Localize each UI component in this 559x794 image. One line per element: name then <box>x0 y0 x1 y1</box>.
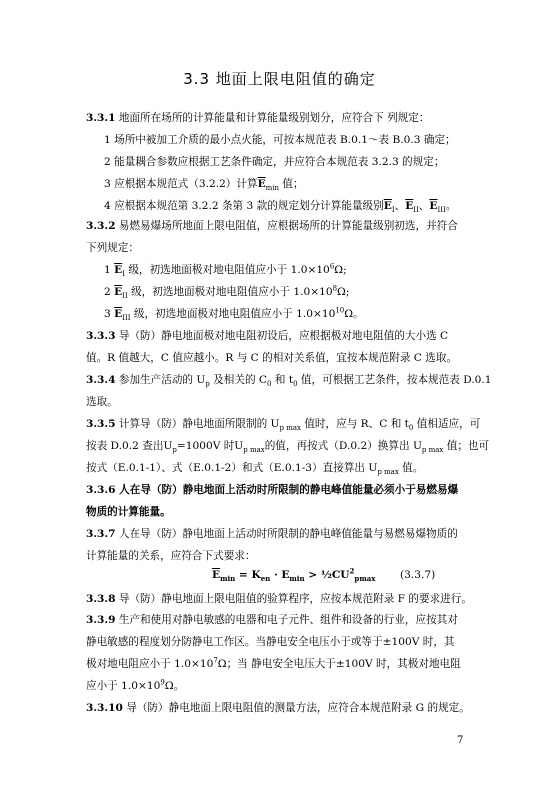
clause-number: 3.3.4 <box>86 374 116 386</box>
clause-3-3-2-item-1: 1 $\overline{E}_I$ 级，初选地面极对地电阻值应小于 $1.0\times 10^6\Omega$; <box>104 262 347 279</box>
clause-text-line: 极对地电阻应小于 $1.0\times 10^7\Omega$；当 静电安全电压大于±100V 时，其极对地电阻 <box>86 656 461 670</box>
clause-text-line: 静电敏感的程度划分防静电工作区。当静电安全电压小于或等于±100V 时，其 <box>86 636 455 648</box>
clause-3-3-9: 3.3.9 生产和使用对静电敏感的电器和电子元件、组件和设备的行业，应按其对 <box>86 614 458 626</box>
clause-text-line: 物质的计算能量。 <box>86 506 171 518</box>
clause-number: 3.3.8 <box>86 593 116 605</box>
clause-text: 地面所在场所的计算能量和计算能量级别划分，应符合下 列规定： <box>115 112 430 124</box>
clause-number: 3.3.9 <box>86 614 116 626</box>
clause-3-3-2-item-3: 3 $\overline{E}_{III}$ 级，初选地面极对地电阻值应小于 $1.0\times 10^{10}\Omega$。 <box>104 306 364 323</box>
clause-number: 3.3.10 <box>86 702 123 714</box>
clause-text-line: 下列规定： <box>86 242 139 254</box>
formula-3-3-7: $\overline{E}_{min} = K_{en} \cdot E_{min}$ > $\frac{1}{2}CU^2_{pmax}$ <box>212 566 376 584</box>
clause-text-line: 按表 D.0.2 查出$U_p=1000V$ 时$U_{p max}$的值，再按式（D.0.2）换算出 $U_{p max}$ 值；也可 <box>86 440 490 455</box>
clause-3-3-1-item-3: 3 应根据本规范式（3.2.2）计算$\overline{E}_{min}$ 值； <box>104 178 304 193</box>
clause-3-3-2: 3.3.2 易燃易爆场所地面上限电阻值，应根据场所的计算能量级别初选，并符合 <box>86 220 458 232</box>
clause-text-line: 应小于 $1.0\times 10^9\Omega$。 <box>86 678 185 692</box>
clause-text-line: 按式（E.0.1-1）、式（E.0.1-2）和式（E.0.1-3）直接算出 $U_{p max}$ 值。 <box>86 462 424 477</box>
clause-text-line: 选取。 <box>86 396 118 408</box>
clause-3-3-1-item-1: 1 场所中被加工介质的最小点火能，可按本规范表 B.0.1～表 B.0.3 确定； <box>104 134 456 146</box>
section-title: 3.3 地面上限电阻值的确定 <box>183 70 376 88</box>
clause-text-line: 值。R 值越大，C 值应越小。R 与 C 的相对关系值，宜按本规范附录 C 选取。 <box>86 352 458 364</box>
formula-number: (3.3.7) <box>400 569 436 581</box>
clause-text-line: 计算能量的关系，应符合下式要求： <box>86 550 256 562</box>
clause-3-3-3: 3.3.3 导（防）静电地面极对地电阻初设后，应根据极对地电阻值的大小选 C <box>86 330 449 342</box>
clause-3-3-2-item-2: 2 $\overline{E}_{II}$ 级，初选地面极对地电阻值应小于 $1.0\times 10^8\Omega$; <box>104 284 350 301</box>
clause-3-3-7: 3.3.7 人在导（防）静电地面上活动时所限制的静电峰值能量与易燃易爆物质的 <box>86 528 458 540</box>
clause-number: 3.3.1 <box>86 112 116 124</box>
clause-number: 3.3.2 <box>86 220 116 232</box>
clause-3-3-5: 3.3.5 计算导（防）静电地面所限制的 $U_{p max}$ 值时，应与 R、C 和 $t_0$ 值相适应，可 <box>86 418 481 433</box>
clause-3-3-6: 3.3.6 人在导（防）静电地面上活动时所限制的静电峰值能量必须小于易燃易爆 <box>86 484 459 496</box>
clause-number: 3.3.7 <box>86 528 116 540</box>
page-number: 7 <box>457 735 464 746</box>
clause-3-3-1-item-2: 2 能量耦合参数应根据工艺条件确定，并应符合本规范表 3.2.3 的规定； <box>104 156 445 168</box>
clause-number: 3.3.5 <box>86 418 116 430</box>
clause-number: 3.3.3 <box>86 330 116 342</box>
clause-3-3-1-item-4: 4 应根据本规范第 3.2.2 条第 3 款的规定划分计算能量级别$\overline{E}_I$、$\overline{E}_{II}$、$\overline{E}_{III}$。 <box>104 200 457 215</box>
clause-3-3-8: 3.3.8 导（防）静电地面上限电阻值的验算程序，应按本规范附录 F 的要求进行。 <box>86 593 472 605</box>
clause-3-3-10: 3.3.10 导（防）静电地面上限电阻值的测量方法，应符合本规范附录 G 的规定。 <box>86 702 470 714</box>
clause-3-3-1 <box>86 111 478 125</box>
clause-3-3-4: 3.3.4 参加生产活动的 $U_p$ 及相关的 $C_0$ 和 $t_0$ 值，可根据工艺条件，按本规范表 D.0.1 <box>86 374 492 389</box>
